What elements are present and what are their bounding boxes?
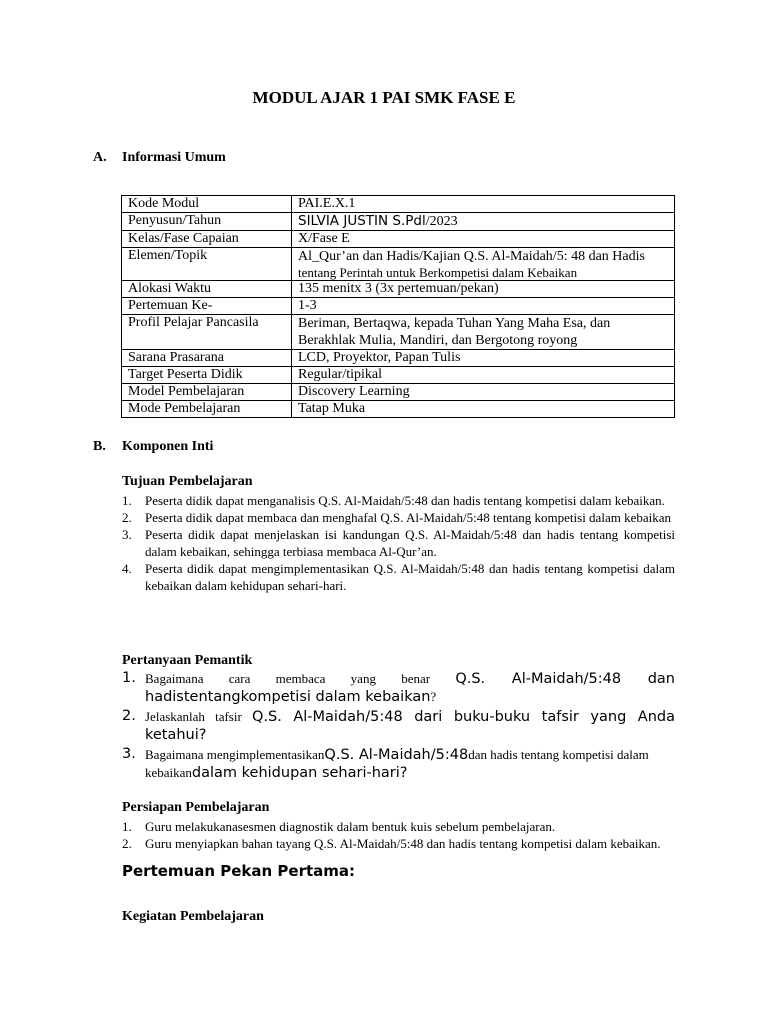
table-value: LCD, Proyektor, Papan Tulis (292, 350, 675, 367)
table-value-line: Al_Qur’an dan Hadis/Kajian Q.S. Al-Maidah/5: 48 dan Hadis (298, 249, 645, 264)
meeting-heading: Pertemuan Pekan Pertama: (122, 862, 356, 880)
table-value: Regular/tipikal (292, 367, 675, 384)
table-value-line: tentang Perintah untuk Berkompetisi dalam Kebaikan (298, 265, 578, 280)
tujuan-heading: Tujuan Pembelajaran (122, 474, 253, 489)
list-number: 3. (122, 527, 132, 542)
list-text-c: ? (430, 689, 437, 704)
table-row (122, 248, 675, 281)
list-text-c: dan hadis tentang kompetisi dalam kebaikan (145, 747, 649, 780)
table-row (122, 213, 675, 231)
list-text: Peserta didik dapat membaca dan menghafal Q.S. Al-Maidah/5:48 tentang kompetisi dalam kebaikan (145, 510, 671, 525)
table-key: Penyusun/Tahun (122, 213, 292, 231)
section-a-heading (93, 150, 226, 166)
list-item (122, 560, 675, 594)
table-value: Discovery Learning (292, 384, 675, 401)
author-name: SILVIA JUSTIN S.Pdl (298, 213, 426, 229)
table-value: X/Fase E (292, 231, 675, 248)
table-value-line: Berakhlak Mulia, Mandiri, dan Bergotong royong (298, 333, 578, 348)
list-text-b: Q.S. Al-Maidah/5:48 (324, 747, 469, 763)
list-text-a: Bagaimana cara membaca yang benar (145, 671, 456, 686)
section-a-title: Informasi Umum (122, 150, 226, 165)
table-row (122, 281, 675, 298)
section-a-letter: A. (93, 150, 107, 165)
section-b-title: Komponen Inti (122, 439, 214, 454)
table-key: Elemen/Topik (122, 248, 292, 281)
list-text: Peserta didik dapat mengimplementasikan Q.S. Al-Maidah/5:48 dan hadis tentang kompetisi dalam kebaikan dalam kehidupan sehari-hari. (145, 561, 675, 593)
list-number: 4. (122, 561, 132, 576)
table-value: PAI.E.X.1 (292, 196, 675, 213)
tujuan-list (122, 492, 675, 594)
table-key: Profil Pelajar Pancasila (122, 315, 292, 350)
list-number: 3. (122, 746, 136, 762)
document-title: MODUL AJAR 1 PAI SMK FASE E (252, 88, 516, 107)
list-text-b: Q.S. Al-Maidah/5:48 dan hadistentangkompetisi dalam kebaikan (145, 671, 675, 705)
table-key: Sarana Prasarana (122, 350, 292, 367)
table-row (122, 350, 675, 367)
list-text: Peserta didik dapat menganalisis Q.S. Al-Maidah/5:48 dan hadis tentang kompetisi dalam kebaikan. (145, 493, 665, 508)
table-row (122, 367, 675, 384)
info-table (121, 195, 675, 418)
table-row (122, 315, 675, 350)
table-value: 1-3 (292, 298, 675, 315)
list-item (122, 835, 675, 852)
list-text: Guru menyiapkan bahan tayang Q.S. Al-Maidah/5:48 dan hadis tentang kompetisi dalam kebaikan. (145, 836, 661, 851)
table-value: Tatap Muka (292, 401, 675, 418)
list-text: Guru melakukanasesmen diagnostik dalam bentuk kuis sebelum pembelajaran. (145, 819, 556, 834)
author-year: /2023 (425, 214, 458, 229)
pertanyaan-list (122, 670, 675, 782)
list-number: 2. (122, 510, 132, 525)
table-row (122, 231, 675, 248)
list-text-a: Jelaskanlah tafsir (145, 709, 252, 724)
table-key: Target Peserta Didik (122, 367, 292, 384)
table-key: Alokasi Waktu (122, 281, 292, 298)
list-item (122, 670, 675, 706)
table-key: Pertemuan Ke- (122, 298, 292, 315)
table-value-line: Beriman, Bertaqwa, kepada Tuhan Yang Maha Esa, dan (298, 316, 611, 331)
pertanyaan-heading: Pertanyaan Pemantik (122, 653, 253, 668)
list-item (122, 526, 675, 560)
persiapan-list (122, 818, 675, 852)
list-number: 2. (122, 708, 136, 724)
table-value: 135 menitx 3 (3x pertemuan/pekan) (292, 281, 675, 298)
table-row (122, 196, 675, 213)
list-text: Peserta didik dapat menjelaskan isi kandungan Q.S. Al-Maidah/5:48 dan hadis tentang kompetisi dalam kebaikan, sehingga terbiasa membaca Al-Qur’an. (145, 527, 675, 559)
list-text-a: Bagaimana mengimplementasikan (145, 747, 325, 762)
list-item (122, 746, 675, 782)
list-number: 1. (122, 670, 136, 686)
list-number: 1. (122, 493, 132, 508)
list-number: 2. (122, 836, 132, 851)
list-item (122, 492, 675, 509)
table-row (122, 401, 675, 418)
list-number: 1. (122, 819, 132, 834)
table-row (122, 384, 675, 401)
list-text-b: Q.S. Al-Maidah/5:48 dari buku-buku tafsir yang Anda ketahui? (145, 709, 675, 743)
table-key: Kelas/Fase Capaian (122, 231, 292, 248)
section-b-heading (93, 439, 213, 455)
list-item (122, 818, 675, 835)
table-key: Model Pembelajaran (122, 384, 292, 401)
table-value (292, 315, 675, 350)
table-value (292, 213, 675, 231)
table-key: Mode Pembelajaran (122, 401, 292, 418)
list-item (122, 708, 675, 744)
table-key: Kode Modul (122, 196, 292, 213)
table-value (292, 248, 675, 281)
section-b-letter: B. (93, 439, 106, 454)
table-row (122, 298, 675, 315)
list-item (122, 509, 675, 526)
list-text-d: dalam kehidupan sehari-hari? (191, 765, 408, 781)
persiapan-heading: Persiapan Pembelajaran (122, 800, 270, 815)
kegiatan-heading: Kegiatan Pembelajaran (122, 909, 264, 924)
